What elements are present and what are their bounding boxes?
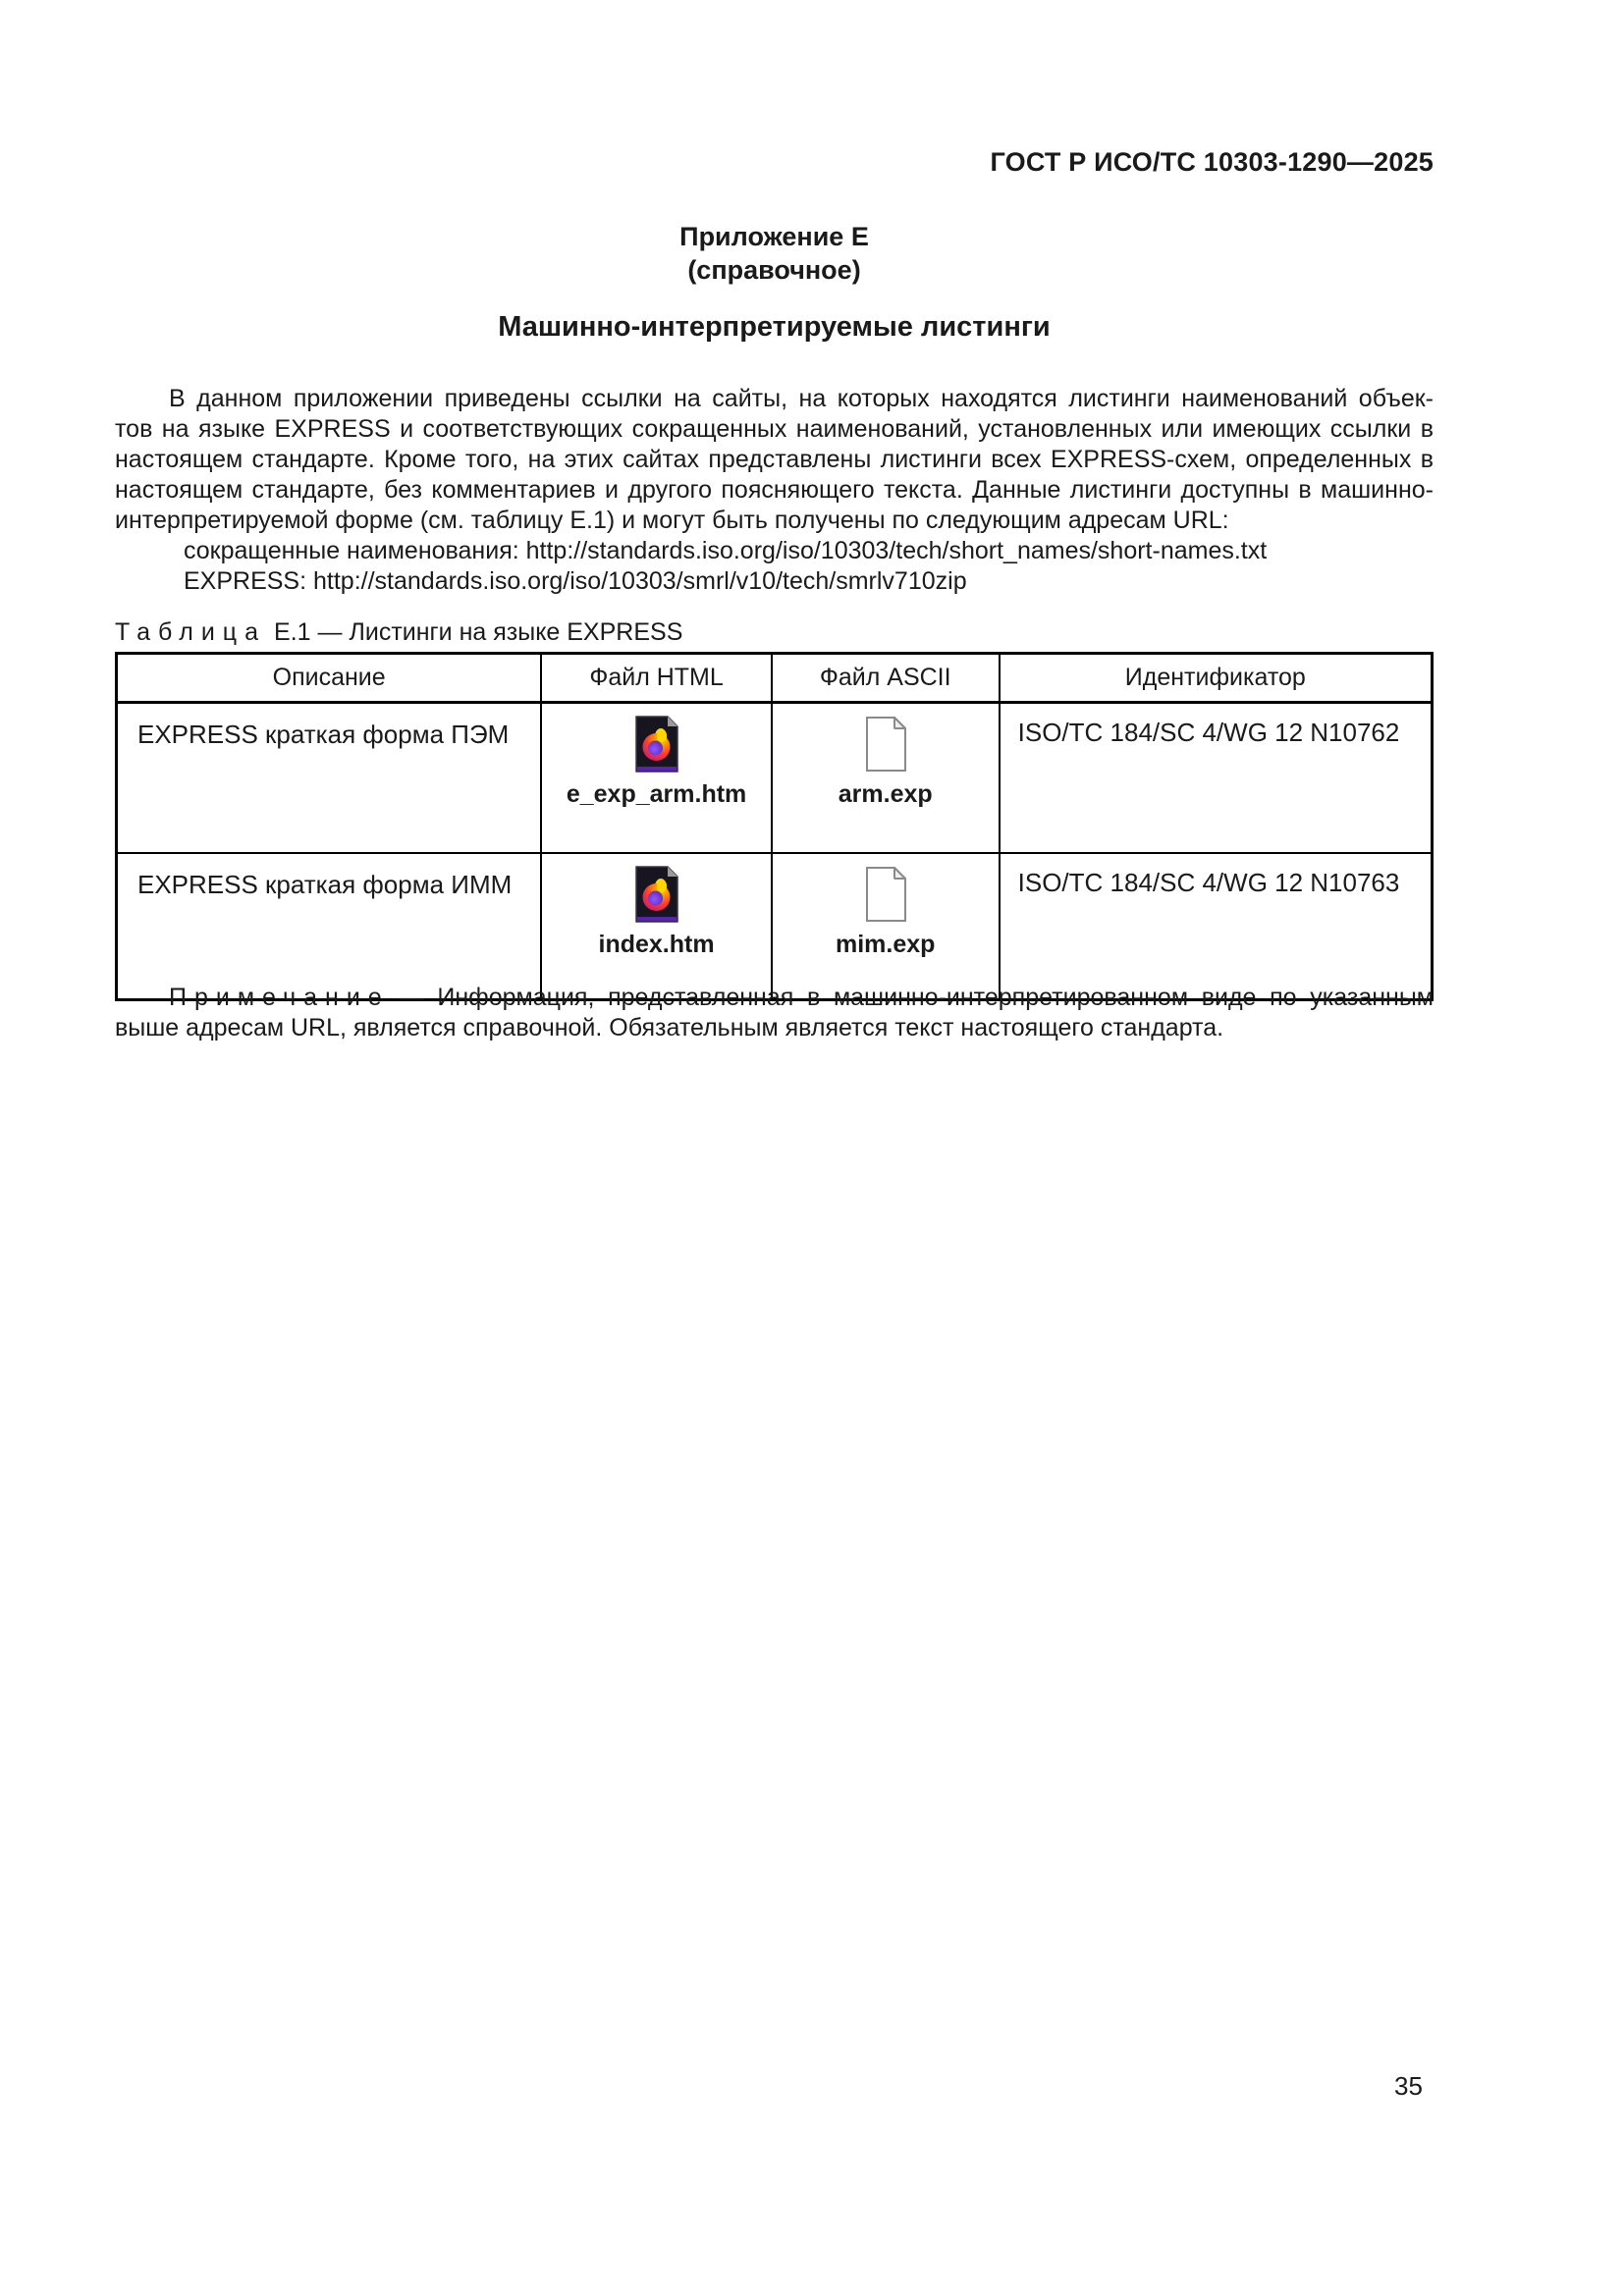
text-file-icon xyxy=(863,866,908,923)
table-row xyxy=(117,703,1433,854)
annex-title: Машинно-интерпретируемые листинги xyxy=(498,311,1051,343)
doc-code-header: ГОСТ Р ИСО/ТС 10303-1290—2025 xyxy=(990,147,1434,177)
note-label: Примечание xyxy=(169,984,390,1011)
annex-label: Приложение Е xyxy=(679,222,869,251)
note-text-line: — Информация, представленная в машинно-интерпретированном виде по указанным xyxy=(399,984,1434,1011)
table-row xyxy=(117,853,1433,1000)
intro-paragraph xyxy=(115,384,1434,597)
col-header-html-file: Файл HTML xyxy=(541,654,772,703)
firefox-html-file-icon xyxy=(634,716,679,773)
note-paragraph xyxy=(115,983,1434,1043)
html-file-cell xyxy=(541,853,772,1000)
ascii-file-cell xyxy=(772,853,1000,1000)
note-line: выше адресам URL, является справочной. Обязательным является текст настоящего стандарта. xyxy=(115,1014,1224,1041)
firefox-html-file-icon xyxy=(634,866,679,923)
col-header-description: Описание xyxy=(117,654,542,703)
table-caption xyxy=(115,618,1434,647)
description-cell: EXPRESS краткая форма ПЭМ xyxy=(117,703,542,854)
table-caption-text: Е.1 — Листинги на языке EXPRESS xyxy=(274,618,683,646)
ascii-file-name: arm.exp xyxy=(838,780,933,808)
text-file-icon xyxy=(863,716,908,773)
paragraph-line: настоящем стандарте. Кроме того, на этих сайтах представлены листинги всех EXPRESS-схем, определенных в xyxy=(115,446,1434,473)
col-header-ascii-file: Файл ASCII xyxy=(772,654,1000,703)
paragraph-line: тов на языке EXPRESS и соответствующих сокращенных наименований, установленных или имеющих ссылки в xyxy=(115,415,1434,443)
note-line xyxy=(115,983,1434,1013)
ascii-file-cell xyxy=(772,703,1000,854)
identifier-cell: ISO/TC 184/SC 4/WG 12 N10763 xyxy=(1000,853,1433,1000)
description-cell: EXPRESS краткая форма ИММ xyxy=(117,853,542,1000)
paragraph-line: интерпретируемой форме (см. таблицу Е.1) и могут быть получены по следующим адресам URL: xyxy=(115,507,1229,534)
table-header-row xyxy=(117,654,1433,703)
express-url-line: EXPRESS: http://standards.iso.org/iso/10303/smrl/v10/tech/smrlv710zip xyxy=(184,567,967,595)
html-file-cell xyxy=(541,703,772,854)
paragraph-line: настоящем стандарте, без комментариев и другого поясняющего текста. Данные листинги доступны в машинно- xyxy=(115,476,1434,504)
listings-table xyxy=(115,652,1434,1001)
annex-type: (справочное) xyxy=(687,255,861,285)
ascii-file-name: mim.exp xyxy=(836,931,936,958)
identifier-cell: ISO/TC 184/SC 4/WG 12 N10762 xyxy=(1000,703,1433,854)
html-file-name: e_exp_arm.htm xyxy=(566,780,747,808)
table-caption-label: Таблица xyxy=(115,618,267,646)
paragraph-line: В данном приложении приведены ссылки на сайты, на которых находятся листинги наименований объек- xyxy=(169,385,1434,412)
html-file-name: index.htm xyxy=(598,931,715,958)
short-names-url-line: сокращенные наименования: http://standards.iso.org/iso/10303/tech/short_names/short-names.txt xyxy=(184,537,1268,564)
page-number: 35 xyxy=(1394,2071,1423,2101)
col-header-identifier: Идентификатор xyxy=(1000,654,1433,703)
annex-heading xyxy=(115,220,1434,287)
